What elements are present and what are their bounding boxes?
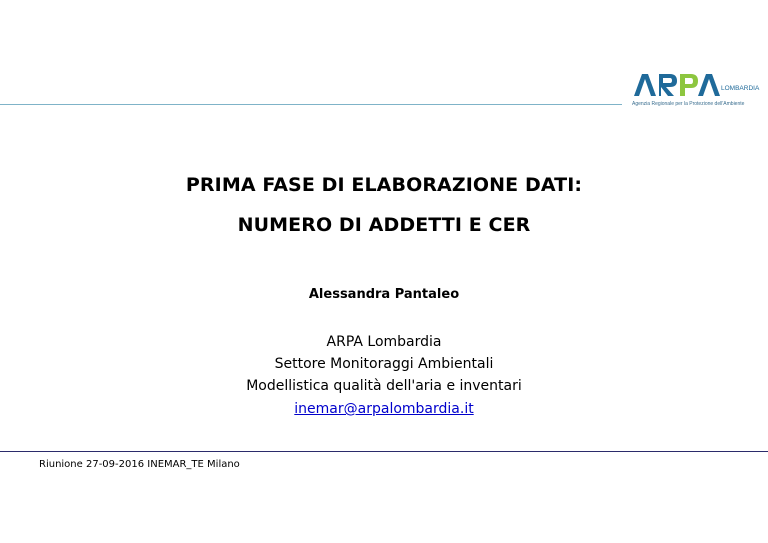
footer-text: Riunione 27-09-2016 INEMAR_TE Milano (39, 459, 240, 470)
affiliation-org: ARPA Lombardia (326, 334, 442, 350)
affiliation-sector: Settore Monitoraggi Ambientali (274, 356, 494, 372)
email-link[interactable]: inemar@arpalombardia.it (294, 401, 474, 417)
arpa-logo-mark (632, 70, 760, 100)
logo-tagline: Agenzia Regionale per la Protezione dell'Ambiente (632, 101, 745, 107)
author-name: Alessandra Pantaleo (308, 287, 460, 302)
header-divider (0, 104, 622, 105)
logo-region: LOMBARDIA (721, 85, 760, 92)
affiliation-unit: Modellistica qualità dell'aria e inventari (246, 378, 522, 394)
title-line-1: PRIMA FASE DI ELABORAZIONE DATI: (185, 174, 583, 196)
title-line-2: NUMERO DI ADDETTI E CER (237, 214, 531, 236)
footer-divider (0, 451, 768, 452)
arpa-logo (632, 70, 760, 112)
